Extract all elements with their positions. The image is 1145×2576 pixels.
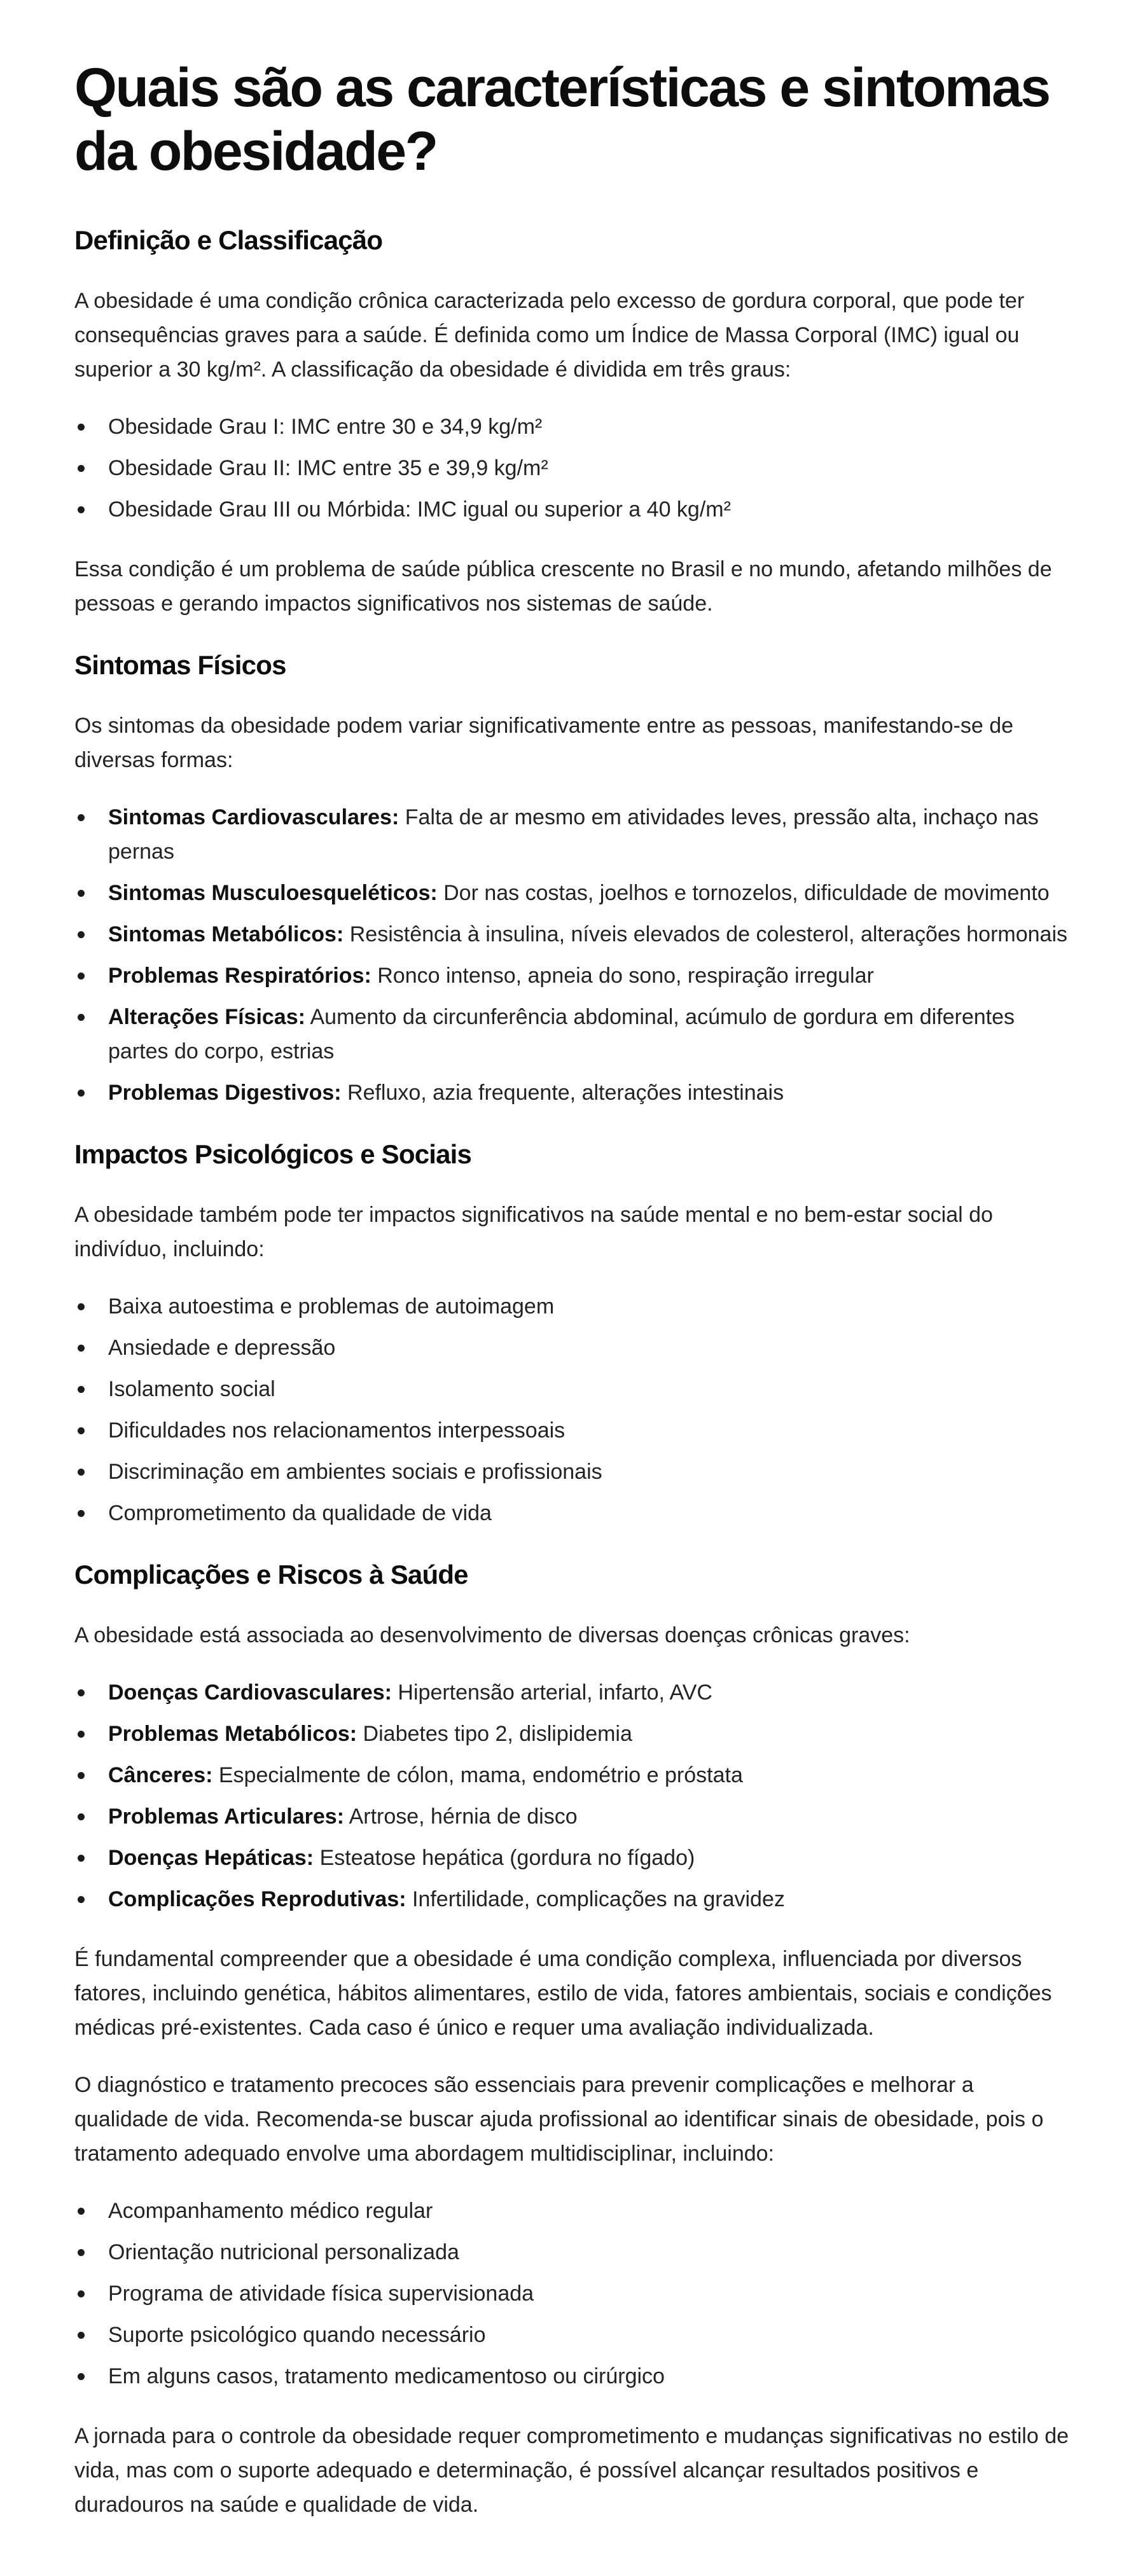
list-item-text: Dificuldades nos relacionamentos interpessoais <box>108 1418 566 1443</box>
list-item-text: Esteatose hepática (gordura no fígado) <box>314 1846 695 1870</box>
list-item-label: Sintomas Metabólicos: <box>108 922 344 946</box>
impactos-list <box>74 1289 1071 1530</box>
bullet-icon <box>78 1772 85 1779</box>
page-title: Quais são as características e sintomas da obesidade? <box>74 57 1050 182</box>
list-item-text: Programa de atividade física supervisionada <box>108 2282 534 2306</box>
list-item-label: Complicações Reprodutivas: <box>108 1887 406 1911</box>
list-item-text: Suporte psicológico quando necessário <box>108 2323 486 2347</box>
list-item-text: Obesidade Grau II: IMC entre 35 e 39,9 kg/m² <box>108 456 548 480</box>
list-item-label: Sintomas Musculoesqueléticos: <box>108 881 438 905</box>
list-item-text: Em alguns casos, tratamento medicamentoso ou cirúrgico <box>108 2364 665 2388</box>
list-item-label: Cânceres: <box>108 1763 213 1787</box>
list-item-label: Sintomas Cardiovasculares: <box>108 805 399 829</box>
list-item <box>74 917 1071 952</box>
list-item-label: Problemas Digestivos: <box>108 1081 342 1105</box>
complicacoes-list <box>74 1675 1071 1916</box>
list-item <box>74 1413 1071 1448</box>
bullet-icon <box>78 1689 85 1696</box>
list-item-text: Falta de ar mesmo em atividades leves, pressão alta, inchaço nas pernas <box>108 805 1039 864</box>
list-item <box>74 2235 1071 2269</box>
bullet-icon <box>78 1469 85 1476</box>
list-item-text: Resistência à insulina, níveis elevados de colesterol, alterações hormonais <box>344 922 1068 946</box>
list-item <box>74 1455 1071 1489</box>
list-item-label: Doenças Cardiovasculares: <box>108 1680 392 1705</box>
list-item-label: Alterações Físicas: <box>108 1005 305 1029</box>
list-item <box>74 959 1071 993</box>
bullet-icon <box>78 931 85 938</box>
list-item <box>74 492 1071 527</box>
bullet-icon <box>78 2249 85 2256</box>
list-item-text: Infertilidade, complicações na gravidez <box>406 1887 785 1911</box>
bullet-icon <box>78 1427 85 1434</box>
list-item-text: Aumento da circunferência abdominal, acúmulo de gordura em diferentes partes do corpo, estrias <box>108 1005 1015 1063</box>
closing-paragraph: A jornada para o controle da obesidade requer comprometimento e mudanças significativas no estilo de vida, mas com o suporte adequado e determinação, é possível alcançar resultados positivos e duradouros na saúde e qualidade de vida. <box>74 2424 1069 2517</box>
list-item <box>74 800 1071 869</box>
list-item-text: Discriminação em ambientes sociais e profissionais <box>108 1460 602 1484</box>
definicao-outro: Essa condição é um problema de saúde pública crescente no Brasil e no mundo, afetando milhões de pessoas e gerando impactos significativos nos sistemas de saúde. <box>74 557 1052 616</box>
list-item-text: Acompanhamento médico regular <box>108 2199 433 2223</box>
list-item <box>74 1289 1071 1324</box>
bullet-icon <box>78 2373 85 2380</box>
bullet-icon <box>78 506 85 513</box>
sintomas-list <box>74 800 1071 1110</box>
section-heading-sintomas: Sintomas Físicos <box>74 650 286 680</box>
bullet-icon <box>78 973 85 980</box>
list-item <box>74 1496 1071 1530</box>
bullet-icon <box>78 814 85 821</box>
list-item-text: Obesidade Grau III ou Mórbida: IMC igual ou superior a 40 kg/m² <box>108 497 731 522</box>
list-item <box>74 1799 1071 1834</box>
list-item <box>74 2318 1071 2352</box>
complicacoes-paragraph-1: É fundamental compreender que a obesidade é uma condição complexa, influenciada por diversos fatores, incluindo genética, hábitos alimentares, estilo de vida, fatores ambientais, sociais e condições médicas pré-existentes. Cada caso é único e requer uma avaliação individualizada. <box>74 1947 1052 2040</box>
bullet-icon <box>78 890 85 897</box>
list-item <box>74 410 1071 444</box>
classificacao-list <box>74 410 1071 527</box>
bullet-icon <box>78 1896 85 1903</box>
list-item-text: Ronco intenso, apneia do sono, respiração irregular <box>371 964 874 988</box>
list-item-text: Diabetes tipo 2, dislipidemia <box>357 1722 632 1746</box>
list-item <box>74 1000 1071 1069</box>
impactos-intro: A obesidade também pode ter impactos significativos na saúde mental e no bem-estar social do indivíduo, incluindo: <box>74 1203 993 1261</box>
section-heading-definicao: Definição e Classificação <box>74 225 383 255</box>
definicao-intro: A obesidade é uma condição crônica caracterizada pelo excesso de gordura corporal, que pode ter consequências graves para a saúde. É definida como um Índice de Massa Corporal (IMC) igual ou superior a 30 kg/m². A classificação da obesidade é dividida em três graus: <box>74 289 1025 382</box>
list-item <box>74 1717 1071 1751</box>
bullet-icon <box>78 1813 85 1820</box>
list-item <box>74 2194 1071 2228</box>
bullet-icon <box>78 2290 85 2297</box>
list-item <box>74 1076 1071 1110</box>
list-item <box>74 451 1071 485</box>
list-item <box>74 1675 1071 1710</box>
bullet-icon <box>78 1510 85 1517</box>
list-item-text: Obesidade Grau I: IMC entre 30 e 34,9 kg/m² <box>108 415 543 439</box>
list-item-label: Problemas Articulares: <box>108 1804 344 1829</box>
list-item-text: Orientação nutricional personalizada <box>108 2240 459 2264</box>
list-item-text: Especialmente de cólon, mama, endométrio e próstata <box>212 1763 743 1787</box>
list-item-label: Problemas Respiratórios: <box>108 964 371 988</box>
bullet-icon <box>78 1386 85 1393</box>
bullet-icon <box>78 2208 85 2215</box>
list-item <box>74 2359 1071 2393</box>
list-item-text: Baixa autoestima e problemas de autoimagem <box>108 1294 555 1319</box>
list-item-text: Hipertensão arterial, infarto, AVC <box>391 1680 712 1705</box>
list-item <box>74 1841 1071 1875</box>
bullet-icon <box>78 424 85 431</box>
complicacoes-intro: A obesidade está associada ao desenvolvimento de diversas doenças crônicas graves: <box>74 1623 910 1647</box>
list-item <box>74 2276 1071 2311</box>
bullet-icon <box>78 1731 85 1738</box>
list-item-label: Doenças Hepáticas: <box>108 1846 314 1870</box>
list-item <box>74 1331 1071 1365</box>
list-item <box>74 876 1071 910</box>
list-item-text: Ansiedade e depressão <box>108 1336 336 1360</box>
list-item-text: Dor nas costas, joelhos e tornozelos, dificuldade de movimento <box>437 881 1050 905</box>
sintomas-intro: Os sintomas da obesidade podem variar significativamente entre as pessoas, manifestando-se de diversas formas: <box>74 714 1014 772</box>
list-item-text: Comprometimento da qualidade de vida <box>108 1501 492 1525</box>
list-item <box>74 1882 1071 1916</box>
list-item-text: Refluxo, azia frequente, alterações intestinais <box>341 1081 784 1105</box>
list-item-text: Isolamento social <box>108 1377 275 1401</box>
bullet-icon <box>78 465 85 472</box>
tratamento-list <box>74 2194 1071 2393</box>
list-item-text: Artrose, hérnia de disco <box>344 1804 578 1829</box>
list-item <box>74 1758 1071 1792</box>
bullet-icon <box>78 1090 85 1097</box>
bullet-icon <box>78 1014 85 1021</box>
section-heading-impactos: Impactos Psicológicos e Sociais <box>74 1139 472 1169</box>
section-heading-complicacoes: Complicações e Riscos à Saúde <box>74 1560 468 1589</box>
bullet-icon <box>78 1303 85 1310</box>
list-item-label: Problemas Metabólicos: <box>108 1722 357 1746</box>
complicacoes-paragraph-2: O diagnóstico e tratamento precoces são essenciais para prevenir complicações e melhorar a qualidade de vida. Recomenda-se buscar ajuda profissional ao identificar sinais de obesidade, pois o tratamento adequado envolve uma abordagem multidisciplinar, incluindo: <box>74 2073 1044 2166</box>
list-item <box>74 1372 1071 1406</box>
bullet-icon <box>78 2332 85 2339</box>
bullet-icon <box>78 1345 85 1352</box>
bullet-icon <box>78 1855 85 1862</box>
